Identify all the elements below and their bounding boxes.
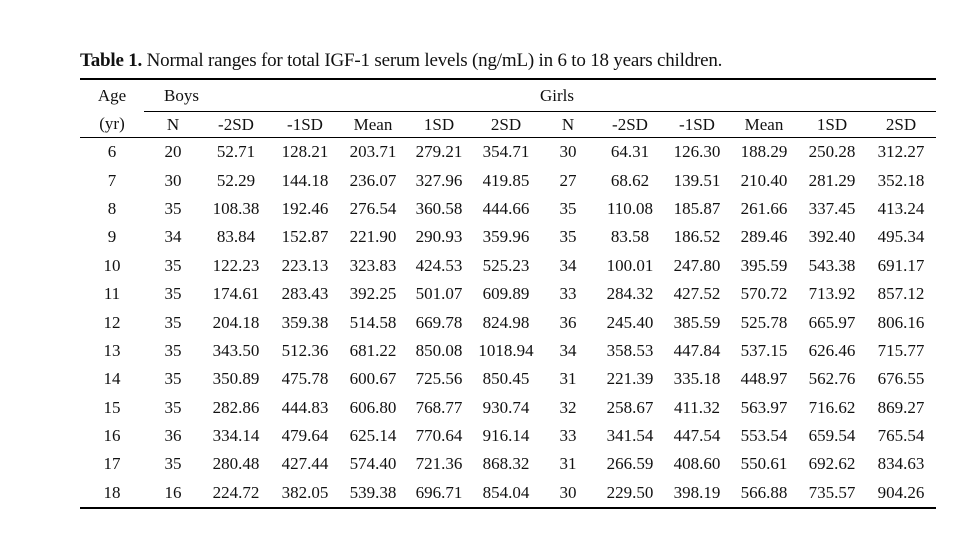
girls-header <box>540 79 936 112</box>
table-cell: 280.48 <box>212 454 260 474</box>
table-cell: 447.84 <box>673 340 721 360</box>
table-cell: 350.89 <box>212 369 260 389</box>
table-cell: 126.30 <box>673 142 721 162</box>
table-cell: 543.38 <box>808 255 856 275</box>
table-cell: 343.50 <box>212 340 260 360</box>
age-cell: 11 <box>103 284 121 304</box>
table-cell: 32 <box>559 397 577 417</box>
table-cell: 186.52 <box>673 227 721 247</box>
table-cell: 392.40 <box>808 227 856 247</box>
table-cell: 35 <box>164 369 182 389</box>
table-body <box>80 138 936 509</box>
girls-col-header-5: 2SD <box>885 114 917 134</box>
girls-header-label: Girls <box>540 85 574 105</box>
table-cell: 713.92 <box>808 284 856 304</box>
table-cell: 770.64 <box>415 426 463 446</box>
table-cell: 83.84 <box>216 227 256 247</box>
table-cell: 35 <box>164 312 182 332</box>
table-title: Normal ranges for total IGF-1 serum levels (ng/mL) in 6 to 18 years children. <box>142 50 723 71</box>
table-cell: 408.60 <box>673 454 721 474</box>
table-cell: 715.77 <box>877 340 925 360</box>
table-cell: 224.72 <box>212 482 260 502</box>
girls-col-header-0: N <box>561 114 575 134</box>
table-cell: 411.32 <box>673 397 721 417</box>
table-cell: 553.54 <box>740 426 788 446</box>
table-cell: 258.67 <box>606 397 654 417</box>
age-cell: 9 <box>107 227 117 247</box>
table-cell: 290.93 <box>415 227 463 247</box>
table-cell: 354.71 <box>482 142 530 162</box>
boys-col-header-3: Mean <box>353 114 393 134</box>
age-unit-header: (yr) <box>99 114 125 134</box>
table-cell: 221.39 <box>606 369 654 389</box>
table-cell: 359.96 <box>482 227 530 247</box>
table-cell: 721.36 <box>415 454 463 474</box>
table-cell: 676.55 <box>877 369 925 389</box>
age-header: Age <box>97 85 127 105</box>
table-cell: 223.13 <box>281 255 329 275</box>
table-cell: 68.62 <box>610 170 650 190</box>
table-cell: 681.22 <box>349 340 397 360</box>
table-cell: 122.23 <box>212 255 260 275</box>
table-row <box>80 479 936 508</box>
table-cell: 35 <box>164 284 182 304</box>
table-cell: 1018.94 <box>478 340 534 360</box>
table-cell: 144.18 <box>281 170 329 190</box>
table-cell: 834.63 <box>877 454 925 474</box>
table-cell: 606.80 <box>349 397 397 417</box>
table-cell: 284.32 <box>606 284 654 304</box>
table-cell: 691.17 <box>877 255 925 275</box>
table-cell: 34 <box>559 255 577 275</box>
table-cell: 323.83 <box>349 255 397 275</box>
boys-col-header-2: -1SD <box>287 114 323 134</box>
table-row <box>80 394 936 422</box>
table-cell: 327.96 <box>415 170 463 190</box>
table-cell: 868.32 <box>482 454 530 474</box>
table-cell: 495.34 <box>877 227 925 247</box>
table-cell: 31 <box>559 454 577 474</box>
table-cell: 64.31 <box>610 142 650 162</box>
table-cell: 35 <box>164 340 182 360</box>
age-cell: 16 <box>103 426 121 446</box>
table-cell: 537.15 <box>740 340 788 360</box>
table-cell: 525.23 <box>482 255 530 275</box>
table-cell: 475.78 <box>281 369 329 389</box>
table-cell: 550.61 <box>740 454 788 474</box>
age-cell: 18 <box>103 482 121 502</box>
table-cell: 35 <box>559 198 577 218</box>
table-cell: 36 <box>559 312 577 332</box>
table-cell: 128.21 <box>281 142 329 162</box>
table-cell: 289.46 <box>740 227 788 247</box>
table-cell: 501.07 <box>415 284 463 304</box>
table-cell: 525.78 <box>740 312 788 332</box>
table-cell: 52.29 <box>216 170 256 190</box>
table-cell: 334.14 <box>212 426 260 446</box>
table-cell: 221.90 <box>349 227 397 247</box>
table-cell: 52.71 <box>216 142 256 162</box>
table-cell: 20 <box>164 142 182 162</box>
table-cell: 341.54 <box>606 426 654 446</box>
table-cell: 566.88 <box>740 482 788 502</box>
table-cell: 539.38 <box>349 482 397 502</box>
table-cell: 174.61 <box>212 284 260 304</box>
table-cell: 30 <box>164 170 182 190</box>
table-cell: 250.28 <box>808 142 856 162</box>
table-cell: 282.86 <box>212 397 260 417</box>
table-cell: 696.71 <box>415 482 463 502</box>
girls-col-header-3: Mean <box>744 114 784 134</box>
header-row-columns <box>80 112 936 138</box>
table-cell: 665.97 <box>808 312 856 332</box>
table-cell: 735.57 <box>808 482 856 502</box>
table-cell: 203.71 <box>349 142 397 162</box>
boys-col-header-5: 2SD <box>490 114 522 134</box>
table-row <box>80 138 936 167</box>
table-cell: 765.54 <box>877 426 925 446</box>
table-cell: 266.59 <box>606 454 654 474</box>
table-cell: 448.97 <box>740 369 788 389</box>
table-cell: 188.29 <box>740 142 788 162</box>
table-cell: 27 <box>559 170 577 190</box>
table-cell: 725.56 <box>415 369 463 389</box>
table-cell: 479.64 <box>281 426 329 446</box>
table-cell: 600.67 <box>349 369 397 389</box>
table-cell: 360.58 <box>415 198 463 218</box>
age-cell: 14 <box>103 369 121 389</box>
table-cell: 283.43 <box>281 284 329 304</box>
table-cell: 395.59 <box>740 255 788 275</box>
table-cell: 281.29 <box>808 170 856 190</box>
table-cell: 916.14 <box>482 426 530 446</box>
table-cell: 669.78 <box>415 312 463 332</box>
table-cell: 35 <box>164 198 182 218</box>
table-row <box>80 308 936 336</box>
table-cell: 358.53 <box>606 340 654 360</box>
table-cell: 398.19 <box>673 482 721 502</box>
table-row <box>80 422 936 450</box>
table-row <box>80 252 936 280</box>
girls-col-header-2: -1SD <box>679 114 715 134</box>
table-row <box>80 450 936 478</box>
table-caption <box>80 50 722 72</box>
age-cell: 6 <box>107 142 117 162</box>
table-cell: 625.14 <box>349 426 397 446</box>
table-cell: 447.54 <box>673 426 721 446</box>
table-cell: 236.07 <box>349 170 397 190</box>
table-cell: 279.21 <box>415 142 463 162</box>
age-cell: 10 <box>103 255 121 275</box>
igf1-table <box>80 78 936 509</box>
table-row <box>80 195 936 223</box>
table-cell: 869.27 <box>877 397 925 417</box>
table-cell: 34 <box>559 340 577 360</box>
table-cell: 659.54 <box>808 426 856 446</box>
table-cell: 245.40 <box>606 312 654 332</box>
table-cell: 34 <box>164 227 182 247</box>
table-cell: 31 <box>559 369 577 389</box>
boys-header-underline <box>202 79 540 112</box>
table-cell: 185.87 <box>673 198 721 218</box>
table-cell: 716.62 <box>808 397 856 417</box>
table-cell: 210.40 <box>740 170 788 190</box>
table-cell: 444.83 <box>281 397 329 417</box>
table-cell: 229.50 <box>606 482 654 502</box>
table-row <box>80 223 936 251</box>
table-cell: 30 <box>559 482 577 502</box>
table-cell: 192.46 <box>281 198 329 218</box>
table-cell: 392.25 <box>349 284 397 304</box>
table-cell: 108.38 <box>212 198 260 218</box>
table-cell: 570.72 <box>740 284 788 304</box>
table-cell: 427.52 <box>673 284 721 304</box>
table-cell: 352.18 <box>877 170 925 190</box>
table-cell: 247.80 <box>673 255 721 275</box>
table-cell: 35 <box>164 255 182 275</box>
header-row-groups <box>80 79 936 112</box>
table-cell: 335.18 <box>673 369 721 389</box>
age-cell: 7 <box>107 170 117 190</box>
table-label: Table 1. <box>80 50 143 71</box>
table-cell: 152.87 <box>281 227 329 247</box>
table-cell: 626.46 <box>808 340 856 360</box>
table-cell: 276.54 <box>349 198 397 218</box>
table-cell: 83.58 <box>610 227 650 247</box>
table-cell: 563.97 <box>740 397 788 417</box>
girls-col-header-4: 1SD <box>816 114 848 134</box>
table-cell: 419.85 <box>482 170 530 190</box>
table-cell: 692.62 <box>808 454 856 474</box>
table-cell: 204.18 <box>212 312 260 332</box>
table-cell: 850.08 <box>415 340 463 360</box>
boys-col-header-1: -2SD <box>218 114 254 134</box>
table-cell: 904.26 <box>877 482 925 502</box>
table-cell: 33 <box>559 426 577 446</box>
table-cell: 806.16 <box>877 312 925 332</box>
table-row <box>80 337 936 365</box>
table-row <box>80 166 936 194</box>
table-cell: 35 <box>559 227 577 247</box>
table-cell: 100.01 <box>606 255 654 275</box>
table-cell: 385.59 <box>673 312 721 332</box>
boys-col-header-4: 1SD <box>423 114 455 134</box>
table-cell: 444.66 <box>482 198 530 218</box>
table-cell: 16 <box>164 482 182 502</box>
table-cell: 359.38 <box>281 312 329 332</box>
table-row <box>80 365 936 393</box>
age-cell: 12 <box>103 312 121 332</box>
table-cell: 854.04 <box>482 482 530 502</box>
table-cell: 139.51 <box>673 170 721 190</box>
table-cell: 33 <box>559 284 577 304</box>
table-cell: 35 <box>164 397 182 417</box>
table-cell: 337.45 <box>808 198 856 218</box>
boys-col-header-0: N <box>166 114 180 134</box>
table-cell: 562.76 <box>808 369 856 389</box>
table-cell: 857.12 <box>877 284 925 304</box>
age-cell: 15 <box>103 397 121 417</box>
table-cell: 427.44 <box>281 454 329 474</box>
table-cell: 574.40 <box>349 454 397 474</box>
boys-header: Boys <box>144 79 202 112</box>
table-cell: 110.08 <box>606 198 654 218</box>
table-cell: 413.24 <box>877 198 925 218</box>
table-cell: 512.36 <box>281 340 329 360</box>
table-cell: 850.45 <box>482 369 530 389</box>
table-cell: 382.05 <box>281 482 329 502</box>
table-cell: 824.98 <box>482 312 530 332</box>
age-cell: 17 <box>103 454 121 474</box>
table-cell: 768.77 <box>415 397 463 417</box>
age-cell: 8 <box>107 198 117 218</box>
table-cell: 261.66 <box>740 198 788 218</box>
table-cell: 35 <box>164 454 182 474</box>
table-row <box>80 280 936 308</box>
table-cell: 36 <box>164 426 182 446</box>
table-cell: 930.74 <box>482 397 530 417</box>
table-cell: 30 <box>559 142 577 162</box>
age-cell: 13 <box>103 340 121 360</box>
table-cell: 424.53 <box>415 255 463 275</box>
table-cell: 609.89 <box>482 284 530 304</box>
table-cell: 312.27 <box>877 142 925 162</box>
girls-col-header-1: -2SD <box>612 114 648 134</box>
table-cell: 514.58 <box>349 312 397 332</box>
